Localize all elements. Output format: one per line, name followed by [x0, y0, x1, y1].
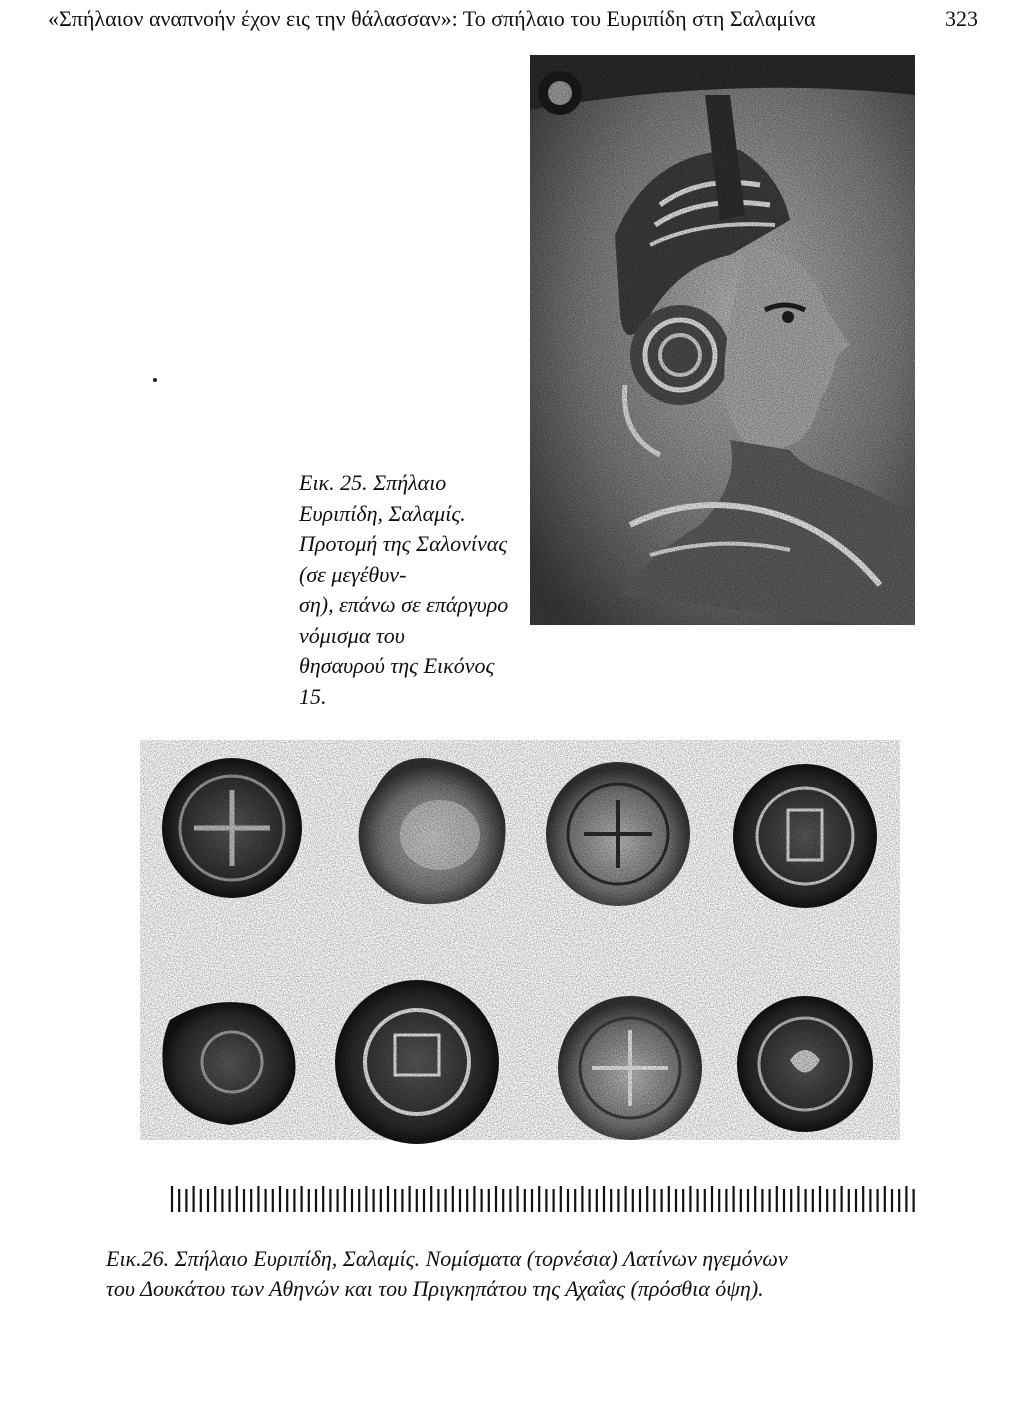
- figure-26-caption: [106, 1244, 976, 1304]
- scale-ruler: [170, 1182, 920, 1216]
- page-number: 323: [945, 6, 978, 31]
- running-title: «Σπήλαιον αναπνοήν έχον εις την θάλασσαν»: Το σπήλαιο του Ευριπίδη στη Σαλαμίνα: [48, 6, 816, 31]
- caption-line: Εικ.26. Σπήλαιο Ευριπίδη, Σαλαμίς. Νομίσματα (τορνέσια) Λατίνων ηγεμόνων: [106, 1246, 788, 1271]
- caption-line: θησαυρού της Εικόνος 15.: [299, 653, 495, 709]
- caption-line: του Δουκάτου των Αθηνών και του Πριγκηπάτου της Αχαΐας (πρόσθια όψη).: [106, 1276, 764, 1301]
- caption-line: Προτομή της Σαλονίνας (σε μεγέθυν-: [299, 531, 508, 587]
- caption-line: Εικ. 25. Σπήλαιο Ευριπίδη, Σαλαμίς.: [299, 470, 466, 526]
- caption-line: ση), επάνω σε επάργυρο νόμισμα του: [299, 592, 509, 648]
